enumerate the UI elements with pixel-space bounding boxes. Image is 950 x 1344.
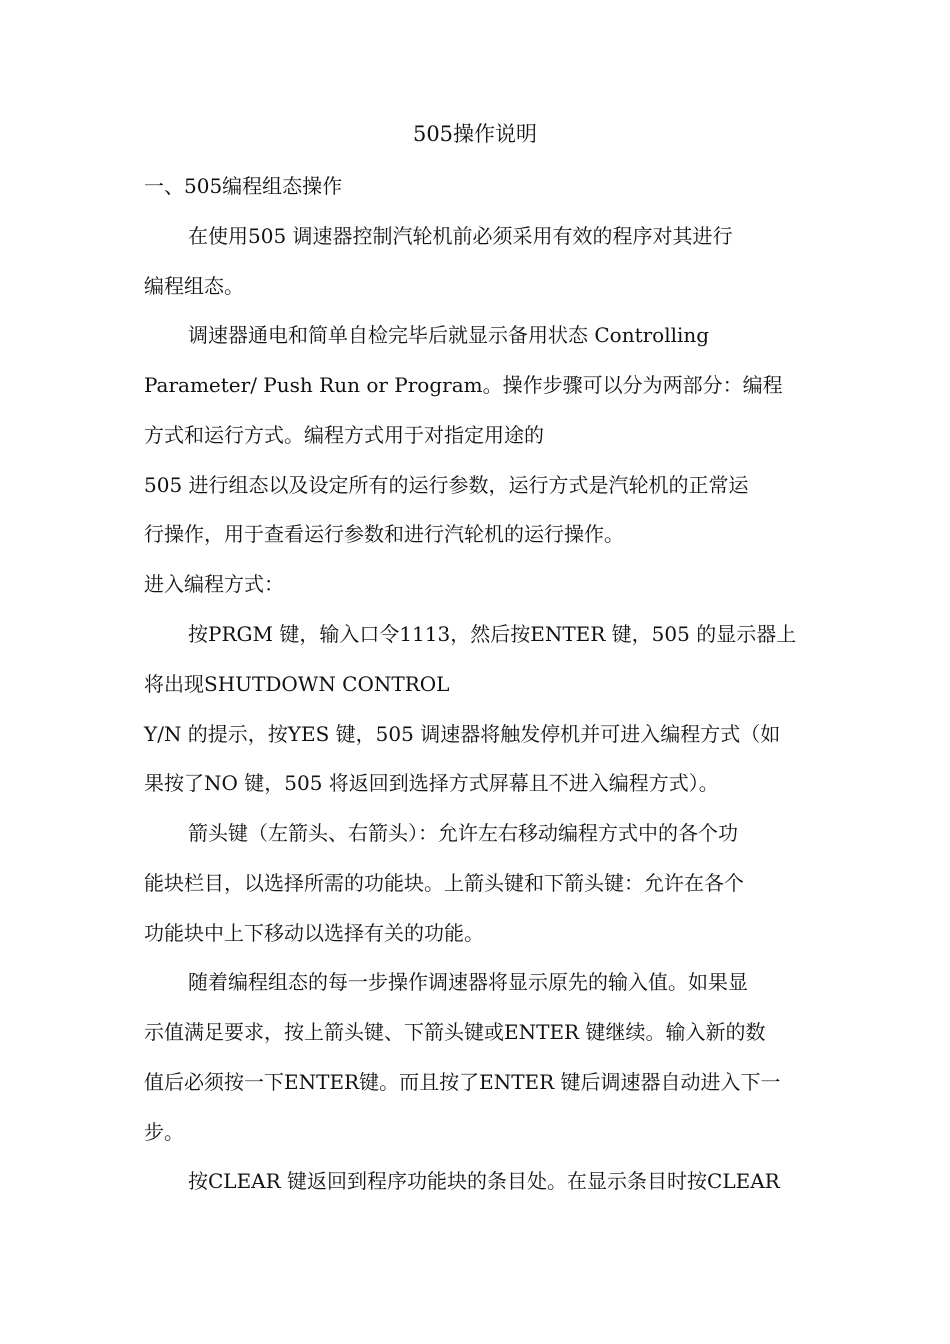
paragraph-line: 值后必须按一下ENTER键。而且按了ENTER 键后调速器自动进入下一 (144, 1070, 781, 1094)
paragraph-line: 编程组态。 (144, 274, 244, 298)
paragraph-line: 行操作，用于查看运行参数和进行汽轮机的运行操作。 (144, 522, 624, 546)
paragraph-line: 调速器通电和简单自检完毕后就显示备用状态 Controlling (188, 323, 710, 347)
page-title: 505操作说明 (412, 122, 538, 146)
subheading: 进入编程方式： (144, 572, 284, 596)
paragraph-line: 将出现SHUTDOWN CONTROL (144, 672, 450, 696)
paragraph-line: 505 进行组态以及设定所有的运行参数，运行方式是汽轮机的正常运 (144, 473, 749, 497)
paragraph-line: 按PRGM 键，输入口令1113，然后按ENTER 键，505 的显示器上 (188, 622, 797, 646)
paragraph-line: Parameter/ Push Run or Program。操作步骤可以分为两部分：编程 (144, 373, 783, 397)
section-heading: 一、505编程组态操作 (144, 174, 343, 198)
paragraph-line: Y/N 的提示，按YES 键，505 调速器将触发停机并可进入编程方式（如 (144, 722, 781, 746)
paragraph-line: 果按了NO 键，505 将返回到选择方式屏幕且不进入编程方式）。 (144, 771, 719, 795)
paragraph-line: 在使用505 调速器控制汽轮机前必须采用有效的程序对其进行 (188, 224, 733, 248)
paragraph-line: 箭头键（左箭头、右箭头）：允许左右移动编程方式中的各个功 (188, 821, 738, 845)
paragraph-line: 能块栏目，以选择所需的功能块。上箭头键和下箭头键：允许在各个 (144, 871, 744, 895)
paragraph-line: 功能块中上下移动以选择有关的功能。 (144, 921, 484, 945)
paragraph-line: 方式和运行方式。编程方式用于对指定用途的 (144, 423, 544, 447)
paragraph-line: 随着编程组态的每一步操作调速器将显示原先的输入值。如果显 (188, 970, 748, 994)
paragraph-line: 按CLEAR 键返回到程序功能块的条目处。在显示条目时按CLEAR (188, 1169, 780, 1193)
paragraph-line: 步。 (144, 1120, 184, 1144)
paragraph-line: 示值满足要求，按上箭头键、下箭头键或ENTER 键继续。输入新的数 (144, 1020, 766, 1044)
